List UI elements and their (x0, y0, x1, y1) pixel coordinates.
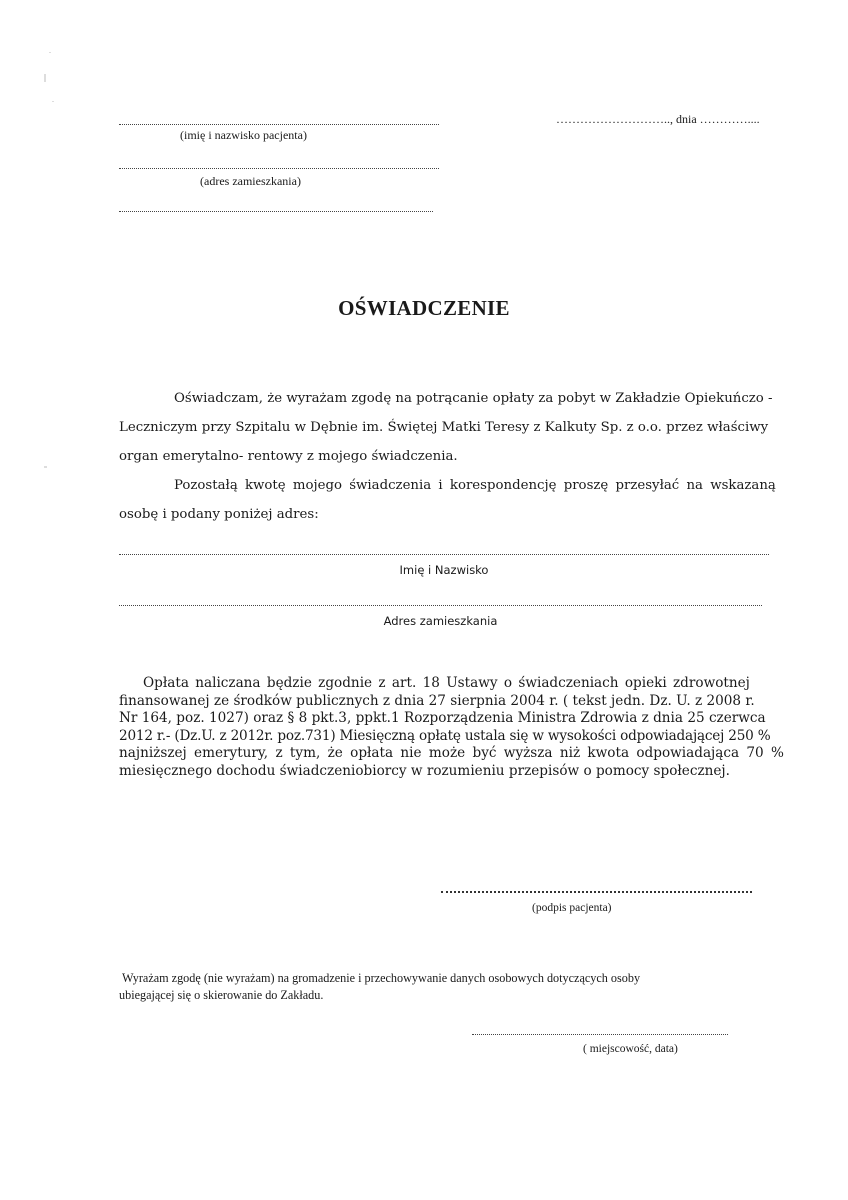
patient-signature-line[interactable] (441, 891, 752, 893)
paragraph-line: Nr 164, poz. 1027) oraz § 8 pkt.3, ppkt.1 Rozporządzenia Ministra Zdrowia z dnia 25 czerwca (119, 710, 766, 726)
patient-address-line-2[interactable] (119, 211, 433, 212)
document-title: OŚWIADCZENIE (338, 296, 510, 320)
patient-signature-caption: (podpis pacjenta) (532, 902, 612, 914)
recipient-address-caption: Adres zamieszkania (383, 614, 498, 628)
recipient-name-caption: Imię i Nazwisko (399, 563, 489, 577)
paragraph-line: ubiegającej się o skierowanie do Zakładu. (119, 988, 324, 1002)
paragraph-line: Leczniczym przy Szpitalu w Dębnie im. Świętej Matki Teresy z Kalkuty Sp. z o.o. przez właściwy (119, 420, 769, 435)
paragraph-line: 2012 r.- (Dz.U. z 2012r. poz.731) Miesięczną opłatę ustala się w wysokości odpowiadającej 250 % (119, 727, 771, 744)
scan-mark (44, 74, 46, 82)
paragraph-line: Oświadczam, że wyrażam zgodę na potrącanie opłaty za pobyt w Zakładzie Opiekuńczo - (174, 391, 773, 406)
place-date-line[interactable] (472, 1034, 728, 1035)
date-dots[interactable]: ………….... (699, 112, 760, 126)
date-separator: , (670, 112, 673, 126)
scan-mark (44, 466, 47, 468)
consent-deduction-paragraph (119, 384, 779, 471)
scan-mark (52, 101, 54, 102)
data-consent-paragraph (119, 970, 779, 1004)
paragraph-line: finansowanej ze środków publicznych z dnia 27 sierpnia 2004 r. ( tekst jedn. Dz. U. z 2008 r. (119, 692, 755, 709)
paragraph-line: organ emerytalno- rentowy z mojego świadczenia. (119, 449, 458, 464)
scan-mark (49, 52, 51, 53)
paragraph-line: Pozostałą kwotę mojego świadczenia i korespondencję proszę przesyłać na wskazaną (174, 478, 776, 493)
place-dots[interactable]: ……………………….. (556, 112, 670, 126)
paragraph-line: Wyrażam zgodę (nie wyrażam) na gromadzenie i przechowywanie danych osobowych dotyczących osoby (122, 971, 641, 985)
recipient-address-line[interactable] (119, 605, 762, 606)
paragraph-line: osobę i podany poniżej adres: (119, 507, 319, 522)
paragraph-line: Opłata naliczana będzie zgodnie z art. 18 Ustawy o świadczeniach opieki zdrowotnej (143, 675, 750, 691)
day-label: dnia (676, 112, 697, 126)
remaining-amount-paragraph (119, 471, 779, 529)
recipient-name-line[interactable] (119, 554, 769, 555)
fee-paragraph (119, 675, 784, 780)
patient-address-caption: (adres zamieszkania) (200, 174, 301, 188)
date-line (556, 112, 760, 127)
paragraph-line: najniższej emerytury, z tym, że opłata nie może być wyższa niż kwota odpowiadająca 70 % (119, 745, 784, 761)
patient-name-line[interactable] (119, 124, 439, 125)
paragraph-line: miesięcznego dochodu świadczeniobiorcy w rozumieniu przepisów o pomocy społecznej. (119, 762, 730, 779)
place-date-caption: ( miejscowość, data) (583, 1043, 678, 1055)
patient-address-line-1[interactable] (119, 168, 439, 169)
patient-name-caption: (imię i nazwisko pacjenta) (180, 128, 307, 142)
